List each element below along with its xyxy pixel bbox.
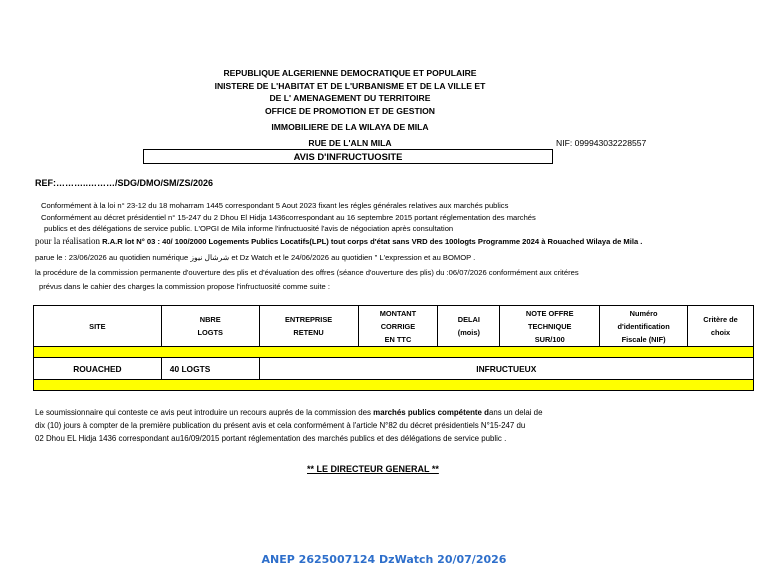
paragraph-project xyxy=(35,236,642,247)
notice-title: AVIS D'INFRUCTUOSITE xyxy=(293,151,403,162)
cell-site: ROUACHED xyxy=(34,358,162,380)
table-spacer-row xyxy=(34,347,754,358)
paragraph-publication: parue le : 23/06/2026 au quotidien numérique شرشال نيوز et Dz Watch et le 24/06/2026 au quotidien " L'expression et au BOMOP . xyxy=(35,253,476,262)
closing-line-2: dix (10) jours à compter de la première publication du présent avis et cela conformément à l'article N°82 du décret présidentiels N°15-247 du xyxy=(35,421,526,430)
paragraph-proposal: prévus dans le cahier des charges la commission propose l'infructuosité comme suite : xyxy=(39,282,330,291)
header-entreprise: ENTREPRISE RETENU xyxy=(259,306,358,347)
table-row xyxy=(34,358,754,380)
header-line-territory: DE L' AMENAGEMENT DU TERRITOIRE xyxy=(269,93,431,103)
table-spacer-row xyxy=(34,380,754,391)
header-site: SITE xyxy=(34,306,162,347)
footer-reference: ANEP 2625007124 DzWatch 20/07/2026 xyxy=(261,553,507,566)
header-line-address: RUE DE L'ALN MILA xyxy=(308,138,392,148)
header-line-office: OFFICE DE PROMOTION ET DE GESTION xyxy=(265,106,435,116)
header-note-offre: NOTE OFFRE TECHNIQUE SUR/100 xyxy=(500,306,600,347)
header-nif: Numéro d'identification Fiscale (NIF) xyxy=(600,306,688,347)
signature: ** LE DIRECTEUR GENERAL ** xyxy=(307,464,439,474)
paragraph-law: Conformément à la loi n° 23-12 du 18 moharram 1445 correspondant 5 Aout 2023 fixant les régles générales relatives aux marchés publics xyxy=(41,201,509,210)
header-nbre-logts: NBRE LOGTS xyxy=(161,306,259,347)
reference-number: REF:………..………/SDG/DMO/SM/ZS/2026 xyxy=(35,178,214,188)
header-line-ministry: INISTERE DE L'HABITAT ET DE L'URBANISME ET DE LA VILLE ET xyxy=(214,81,486,91)
results-table xyxy=(33,305,754,391)
closing-line-3: 02 Dhou EL Hidja 1436 correspondant au16/09/2015 portant réglementation des marchés publics et des délégations de service public . xyxy=(35,434,507,443)
project-prefix: pour la réalisation xyxy=(35,236,100,246)
table-header-row xyxy=(34,306,754,347)
header-line-republic: REPUBLIQUE ALGERIENNE DEMOCRATIQUE ET POPULAIRE xyxy=(223,68,477,78)
project-title: R.A.R lot N° 03 : 40/ 100/2000 Logements Publics Locatifs(LPL) tout corps d'état sans VRD des 100logts Programme 2024 à Rouached Wilaya de Mila . xyxy=(102,237,643,246)
closing-line-1: Le soumissionnaire qui conteste ce avis peut introduire un recours auprés de la commission des marchés publics compétente dans un delai de xyxy=(35,408,543,417)
paragraph-decree: Conformément au décret présidentiel n° 15-247 du 2 Dhou El Hidja 1436correspondant au 16 septembre 2015 portant réglementation des marchés xyxy=(41,213,536,222)
header-delai: DELAI (mois) xyxy=(438,306,500,347)
cell-result: INFRUCTUEUX xyxy=(259,358,753,380)
header-critere: Critère de choix xyxy=(688,306,754,347)
nif-number: NIF: 099943032228557 xyxy=(556,138,647,148)
header-line-wilaya: IMMOBILIERE DE LA WILAYA DE MILA xyxy=(271,122,429,132)
paragraph-procedure: la procédure de la commission permanente d'ouverture des plis et d'évaluation des offres (séance d'ouverture des plis) du :06/07/2026 conformément aux critéres xyxy=(35,268,579,277)
header-montant: MONTANT CORRIGE EN TTC xyxy=(358,306,438,347)
notice-title-box xyxy=(143,149,553,164)
paragraph-decree-cont: publics et des délégations de service public. L'OPGI de Mila informe l'infructuosité l'avis de négociation après consultation xyxy=(44,224,454,233)
cell-nbre: 40 LOGTS xyxy=(161,358,259,380)
